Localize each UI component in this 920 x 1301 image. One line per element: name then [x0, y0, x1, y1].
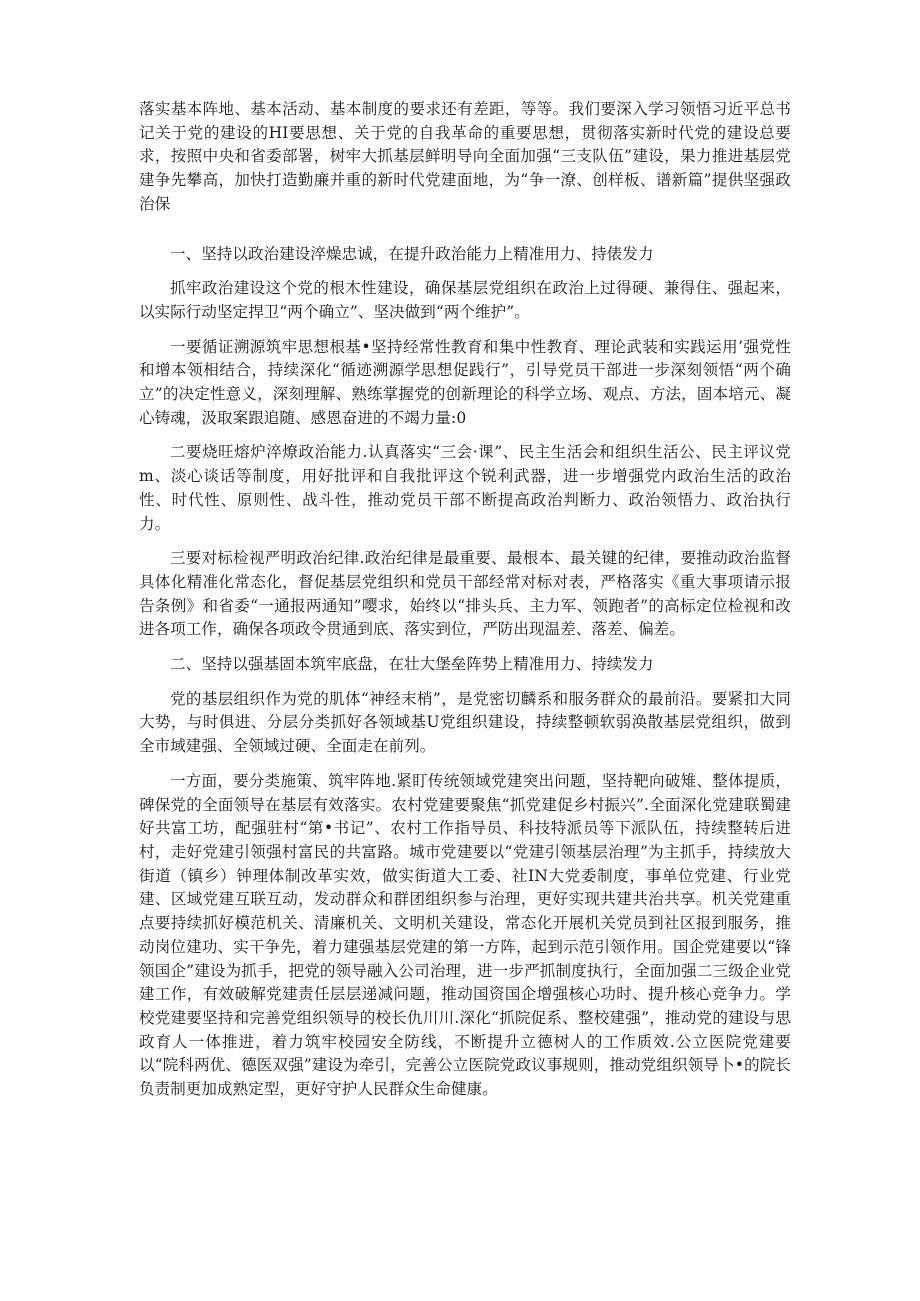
document-body [139, 98, 791, 1113]
paragraph-section1-point2: 二要烧旺熔炉淬燎政治能力.认真落实“三会·课”、民主生活会和组织生活公、民主评议党m、淡心谈话等制度，用好批评和自我批评这个锐利武器，进一步增强党内政治生活的政治性、时代性、原则性、战斗性，推动党员干部不断提高政治判断力、政治领悟力、政治执行力。 [139, 443, 791, 533]
paragraph-section1-lead: 抓牢政治建设这个党的根木性建设，确保基层党组织在政治上过得硬、兼得住、强起来，以实际行动坚定捍卫“两个确立”、坚决做到“两个维护”。 [139, 279, 791, 321]
paragraph-section2-lead: 党的基层组织作为党的肌体“神经末梢”，是党密切麟系和服务群众的最前沿。要紧扣大同大势，与时俱进、分层分类抓好各领域基U党组织建设，持续整顿软弱涣散基层党组织，做到全市域建强、全领域过硬、全面走在前列。 [139, 689, 791, 756]
paragraph-section2-point1: 一方面，要分类施策、筑牢阵地.紧盯传统领域党建突出问题，坚持靶向破雉、整体提质，碑保党的全面领导在基层有效落实。农村党建要聚焦“抓党建促乡村振兴”.全面深化党建联蜀建好共富工坊，配强驻村“第•书记”、农村工作指导员、科技特派员等下派队伍，持续整转后进村，走好党建引领强村富民的共富路。城市党建要以“党建引领基层治理”为主抓手，持续放大街道（镇乡）钟理体制改革实效，做实街道大工委、社IN大党委制度，事单位党建、行业党建、区域党建互联互动，发动群众和群团组织参与治理，更好实现共建共治共享。机关党建重点要持续抓好模范机关、清廉机关、文明机关建设，常态化开展机关党员到社区报到服务，推动岗位建功、实干争先，着力建强基层党建的第一方阵，起到示范引领作用。国企党建要以“锋领国企”建设为抓手，把党的领导融入公司治理，进一步严抓制度执行，全面加强二三级企业党建工作，有效破解党建责任层层递减问题，推动国资国企增强核心功时、提升核心竞争力。学校党建要坚持和完善党组织领导的校长仇川川.深化“抓院促系、整校建强”，推动党的建设与思政育人一体推进，着力筑牢校园安全防线，不断提升立德树人的工作质效.公立医院党建要以“院科两优、德医双强”建设为牵引，完善公立医院党政议事规则，推动党组织领导卜•的院长负责制更加成熟定型，更好守护人民群众生命健康。 [139, 771, 791, 1099]
paragraph-intro: 落实基本阵地、基本活动、基本制度的要求还有差距，等等。我们要深入学习领悟习近平总书记关于党的建设的HI要思想、关于党的自我革命的重要思想，贯彻落实新时代党的建设总要求，按照中央和省委部署，树牢大抓基层鲜明导向全面加强“三支队伍”建设，果力推进基层党建争先攀高，加快打造勤廉并重的新时代党建面地，为“争一潦、创样板、谱新篇”提供坚强政治保 [139, 100, 791, 213]
section-heading-1: 一、坚持以政治建设淬燥忠诚，在提升政治能力上精准用力、持俵发力 [170, 244, 654, 263]
paragraph-section1-point1: 一要循证溯源筑牢思想根基•坚持经常性教育和集中性教育、理论武装和实践运用’强党性和增本领相结合，持续深化“循迹溯源学思想促践行”，引导党员干部进一步深刻领悟“两个确立”的决定性意义，深刻理解、熟练掌握党的创新理论的科学立场、观点、方法，固本培元、凝心铸魂，汲取案跟追随、感恩奋进的不竭力量:0 [139, 337, 791, 427]
section-heading-2: 二、坚持以强基固本筑牢底盘，在壮大堡垒阵势上精准用力、持续发力 [170, 655, 654, 674]
paragraph-section1-point3: 三要对标检视严明政治纪律.政治纪律是最重要、最根本、最关键的纪律，要推动政治监督具体化精准化常态化，督促基层党组织和党员干部经常对标对表，严格落实《重大事项请示报告条例》和省委“一通报两通知”嘤求，始终以“排头兵、主力军、领跑者”的高标定位检视和改进各项工作，确保各项政令贯通到底、落实到位，严防出现温差、落差、偏差。 [139, 549, 791, 639]
